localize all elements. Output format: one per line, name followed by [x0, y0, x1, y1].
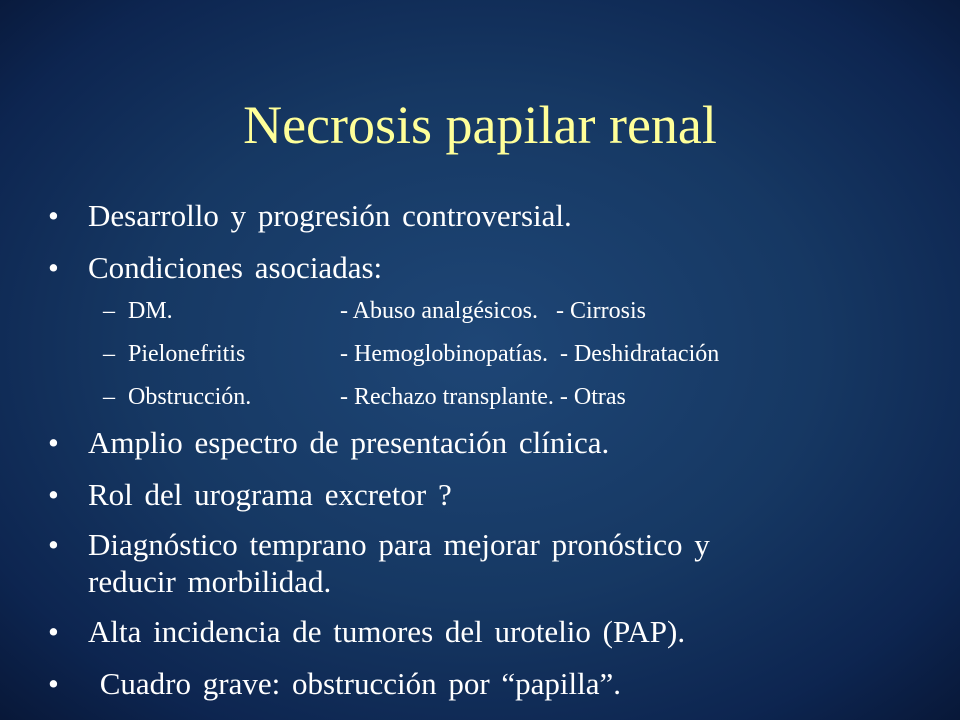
- bullet-icon: •: [48, 614, 59, 649]
- bullet-text: Diagnóstico temprano para mejorar pronóstico y: [88, 527, 710, 562]
- bullet-icon: •: [48, 250, 59, 285]
- dash-icon: –: [103, 384, 115, 410]
- bullet-icon: •: [48, 425, 59, 460]
- bullet-text: Cuadro grave: obstrucción por “papilla”.: [88, 666, 622, 701]
- bullet-text: Alta incidencia de tumores del urotelio (PAP).: [88, 614, 686, 649]
- bullet-text: Condiciones asociadas:: [88, 250, 383, 285]
- condition-primary: Obstrucción.: [128, 384, 252, 410]
- bullet-icon: •: [48, 477, 59, 512]
- condition-secondary: - Rechazo transplante. - Otras: [340, 384, 626, 410]
- bullet-icon: •: [48, 666, 59, 701]
- bullet-text: Amplio espectro de presentación clínica.: [88, 425, 610, 460]
- bullet-text-continuation: reducir morbilidad.: [88, 564, 332, 599]
- condition-secondary: - Abuso analgésicos. - Cirrosis: [340, 298, 646, 324]
- slide-title: Necrosis papilar renal: [243, 95, 717, 155]
- condition-primary: Pielonefritis: [128, 341, 246, 367]
- bullet-text: Desarrollo y progresión controversial.: [88, 198, 572, 233]
- condition-primary: DM.: [128, 298, 173, 324]
- dash-icon: –: [103, 341, 115, 367]
- bullet-icon: •: [48, 527, 59, 562]
- bullet-text: Rol del urograma excretor ?: [88, 477, 452, 512]
- dash-icon: –: [103, 298, 115, 324]
- condition-secondary: - Hemoglobinopatías. - Deshidratación: [340, 341, 720, 367]
- bullet-icon: •: [48, 198, 59, 233]
